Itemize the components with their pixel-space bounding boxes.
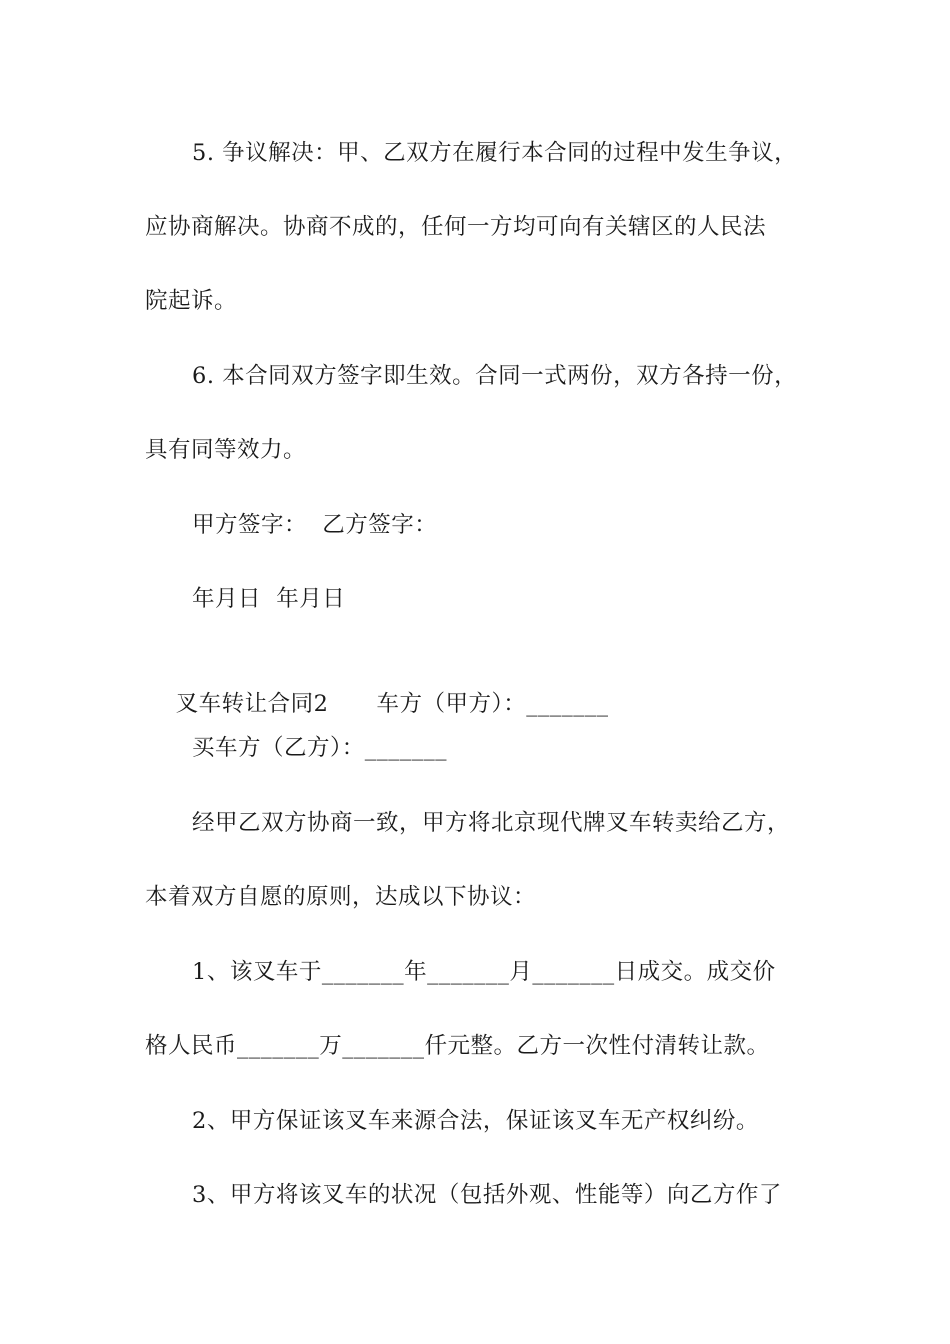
- clause-6-line-1: 6. 本合同双方签字即生效。合同一式两份，双方各持一份，: [192, 363, 798, 389]
- term-2-line: 2、甲方保证该叉车来源合法，保证该叉车无产权纠纷。: [192, 1108, 759, 1134]
- agreement-intro-line-2: 本着双方自愿的原则，达成以下协议：: [145, 884, 537, 910]
- term-1-line-2: 格人民币_______万_______仟元整。乙方一次性付清转让款。: [145, 1033, 770, 1059]
- clause-5-line-1: 5. 争议解决：甲、乙双方在履行本合同的过程中发生争议，: [192, 140, 798, 166]
- clause-5-line-3: 院起诉。: [145, 288, 238, 314]
- agreement-intro-line-1: 经甲乙双方协商一致，甲方将北京现代牌叉车转卖给乙方，: [192, 810, 791, 836]
- seller-party-field: 车方（甲方）：_______: [376, 691, 609, 717]
- buyer-party-field: 买车方（乙方）：_______: [192, 735, 448, 761]
- date-line: 年月日 年月日: [192, 586, 346, 612]
- clause-6-line-2: 具有同等效力。: [145, 437, 307, 463]
- contract-title: 叉车转让合同2: [175, 691, 329, 717]
- clause-5-line-2: 应协商解决。协商不成的，任何一方均可向有关辖区的人民法: [145, 214, 767, 240]
- term-3-line-1: 3、甲方将该叉车的状况（包括外观、性能等）向乙方作了: [192, 1182, 782, 1208]
- signature-line: 甲方签字： 乙方签字：: [192, 512, 438, 538]
- term-1-line-1: 1、该叉车于_______年_______月_______日成交。成交价: [192, 959, 776, 985]
